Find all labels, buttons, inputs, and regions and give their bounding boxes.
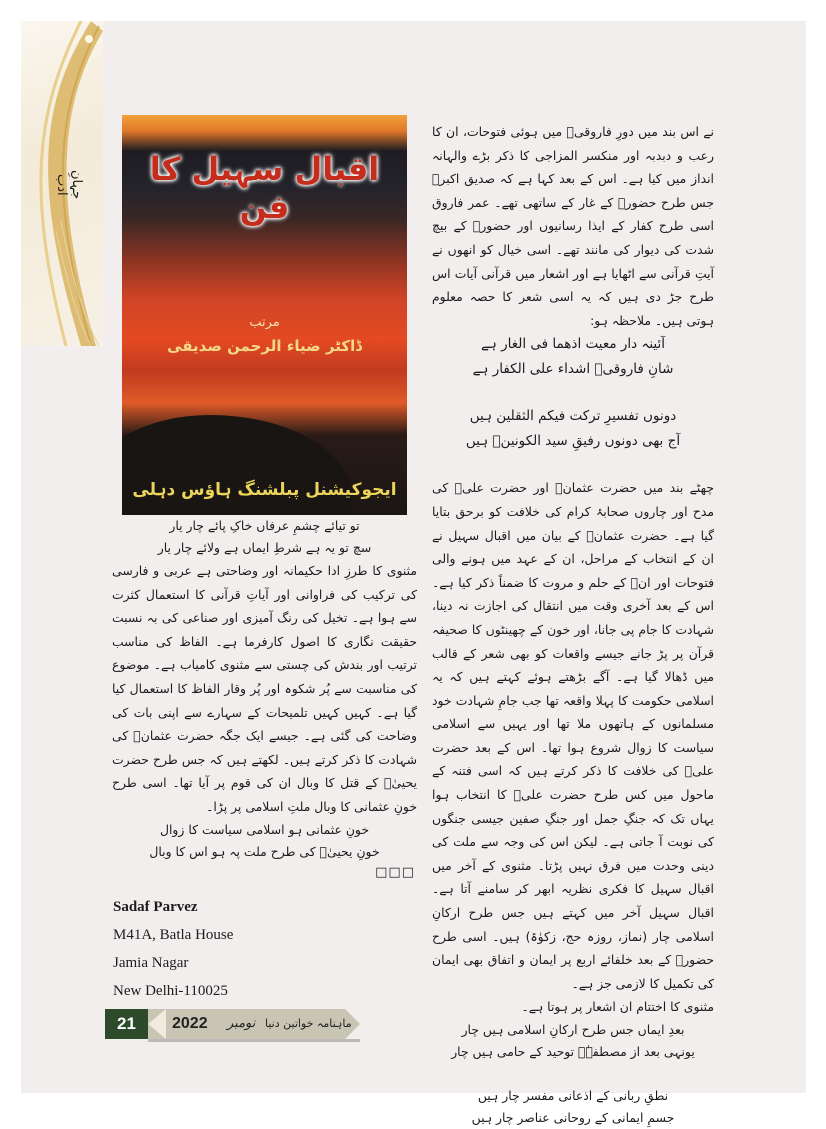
author-signature <box>113 893 233 1005</box>
verse-couplet <box>432 332 714 382</box>
verse-line: خونِ عثمانی ہو اسلامی سیاست کا زوال <box>159 821 369 837</box>
issue-year: 2022 <box>172 1015 208 1032</box>
author-address-line: New Delhi-110025 <box>113 983 228 999</box>
page-footer <box>105 1009 360 1042</box>
magazine-name: ماہنامہ خواتین دنیا <box>265 1017 352 1030</box>
footer-shadow <box>148 1039 360 1042</box>
verse-line: سچ تو یہ ہے شرطِ ایماں ہے ولائے چار یار <box>157 540 372 555</box>
paragraph: چھٹے بند میں حضرت عثمانؓ اور حضرت علیؓ کی مدح اور چاروں صحابۂ کرام کی خلافت کو برحق بتایا گیا ہے۔ حضرت عثمانؓ کے بیان میں اقبال سہیل نے ان کے انتخاب کے مراحل، ان کے عہد میں ہونے والی فتوحات اور انؓ کے حلم و مروت کا ضمناً ذکر کیا ہے۔ اس کے بعد آخری وقت میں انتقال کی اجازت نہ دینا، شہادت کا جام پی جانا، اور خون کے چھینٹوں کا صحیفہ قرآن پر پڑ جانے جیسے واقعات کو بھی شعر کے قالب میں ڈھالا گیا ہے۔ آگے بڑھتے ہوئے کہتے ہیں کہ یہ اسلامی حکومت کا پہلا واقعہ تھا جب جامِ شہادت خود مسلمانوں کے ہاتھوں ملا تھا اور یہیں سے اسلامی سیاست کا زوال شروع ہوا تھا۔ اس کے بعد حضرت علیؓ کی خلافت کا ذکر کرتے ہیں کہ اسی فتنہ کے ماحول میں کس طرح حضرت علیؓ کا انتخاب ہوا یہاں تک کہ جنگِ جمل اور جنگِ صفین جیسی جنگوں کی نوبت آ جاتی ہے۔ لیکن اس کی وجہ سے ملت کی دینی وحدت میں فرق نہیں پڑتا۔ مثنوی کے آخر میں اقبال سہیل کا فکری نظریہ ابھر کر سامنے آتا ہے۔ اقبال سہیل آخر میں کہتے ہیں جس طرح ارکانِ اسلامی چار (نماز، روزہ حج، زکوٰۃ) ہیں۔ اسی طرح حضورؐ کے بعد خلفائے اربع پر ایمان و اتفاق بھی ایمان کی تکمیل کا لازمی جز ہے۔ <box>432 480 714 991</box>
paragraph-closing: مثنوی کا اختتام ان اشعار پر ہوتا ہے۔ <box>521 999 714 1015</box>
verse-line: آج بھی دونوں رفیقِ سید الکونینؐ ہیں <box>465 433 681 450</box>
cover-publisher: ایجوکیشنل پبلشنگ ہاؤس دہلی <box>132 480 397 500</box>
verse-line: بعدِ ایماں جس طرح ارکانِ اسلامی ہیں چار <box>461 1022 685 1037</box>
verse-line: شانِ فاروقیؓ اشداء علی الکفار ہے <box>472 361 674 378</box>
verse-couplet <box>432 1019 714 1063</box>
verse-line: جسمِ ایمانی کے روحانی عناصر چار ہیں <box>471 1110 675 1125</box>
cover-compiled-by: مرتب <box>249 315 280 330</box>
left-column <box>112 515 417 880</box>
issue-month: نومبر <box>227 1016 256 1031</box>
paragraph: نے اس بند میں دورِ فاروقیؓ میں ہوئی فتوحات، ان کا رعب و دبدبہ اور منکسر المزاجی کا ذکر بڑے والہانہ انداز میں کیا ہے۔ اس کے بعد کہا ہے کہ صدیق اکبرؓ جس طرح حضورؐ کے غار کے ساتھی تھے۔ عمر فاروق اسی طرح کفار کے ایذا رسانیوں اور حضورؐ کے بیچ شدت کی دیوار کی مانند تھے۔ اسی خیال کو انھوں نے آیتِ قرآنی سے اٹھایا ہے اور اشعار میں قرآنی آیات اس طرح جڑ دی ہیں کہ یہ اسی شعر کا حصہ معلوم ہوتی ہیں۔ ملاحظہ ہو: <box>432 124 714 328</box>
verse-line: دونوں تفسیرِ ترکت فیکم الثقلین ہیں <box>469 408 677 425</box>
verse-couplet <box>112 819 417 863</box>
verse-line: نطقِ ربانی کے اذعانی مفسر چار ہیں <box>477 1088 669 1103</box>
verse-line: آئینہ دار معیت اذھما فی الغار ہے <box>480 336 665 353</box>
paragraph: مثنوی کا طرزِ ادا حکیمانہ اور وضاحتی ہے عربی و فارسی کی ترکیب کی فراوانی اور آیاتِ قرآنی کا استعمال کثرت سے ہوا ہے۔ تخیل کی رنگ آمیزی اور صناعی کی بہ نسبت حقیقت نگاری کا اصول کارفرما ہے۔ الفاظ کی مناسب ترتیب اور بندش کی چستی سے مثنوی کامیاب ہے۔ موضوع کی مناسبت سے پُر شکوہ اور پُر وقار الفاظ کا استعمال کیا گیا ہے۔ کہیں کہیں تلمیحات کے سہارے سے اپنی بات کی وضاحت کی گئی ہے۔ جیسے ایک جگہ حضرت عثمانؓ کی شہادت کا ذکر کرتے ہیں۔ لکھتے ہیں کہ جس طرح حضرت یحییٰؑ کے قتل کا وبال ان کی قوم پر آیا تھا۔ اسی طرح خونِ عثمانی کا وبال ملتِ اسلامی پر پڑا۔ <box>112 563 417 814</box>
section-label: جہانِ ادب <box>54 170 84 200</box>
page-number: 21 <box>105 1009 148 1039</box>
author-name: Sadaf Parvez <box>113 899 198 915</box>
cover-title: اقبال سہیل کا فن <box>149 150 380 226</box>
verse-couplet <box>112 515 417 559</box>
author-address-line: Jamia Nagar <box>113 955 189 971</box>
author-address-line: M41A, Batla House <box>113 927 234 943</box>
verse-couplet <box>432 1085 714 1129</box>
verse-line: خونِ یحییٰؑ کی طرح ملت پہ ہو اس کا وبال <box>149 843 380 859</box>
right-column <box>432 120 714 1129</box>
verse-line: یونہی بعد از مصطفےٰؐ توحید کے حامی ہیں چار <box>451 1044 695 1059</box>
verse-couplet <box>432 404 714 454</box>
end-ornament: □□□ <box>375 864 415 880</box>
verse-line: تو تیائے چشمِ عرفاں خاکِ پائے چار یار <box>169 518 360 533</box>
cover-editor: ڈاکٹر ضیاء الرحمن صدیقی <box>167 337 362 355</box>
book-cover-image <box>122 115 407 515</box>
